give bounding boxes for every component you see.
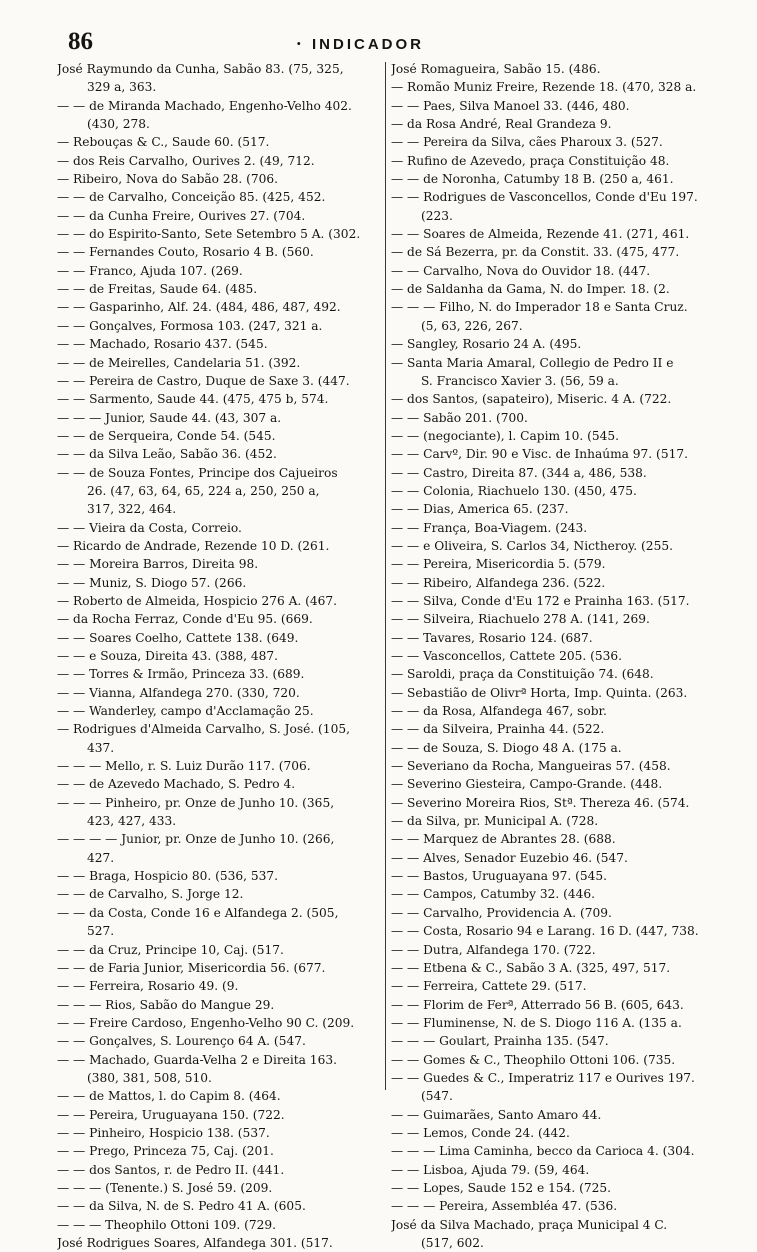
entry-line: — — de Meirelles, Candelaria 51. (392.	[57, 355, 301, 370]
entry-line: — — da Costa, Conde 16 e Alfandega 2. (505,	[57, 905, 339, 920]
entry-line: José Romagueira, Sabão 15. (486.	[391, 62, 601, 76]
entry-line: — dos Santos, (sapateiro), Miseric. 4 A. (722.	[391, 392, 672, 407]
entry-line: José da Silva Machado, praça Municipal 4 C.	[391, 1217, 668, 1232]
entry-line: (380, 381, 508, 510.	[87, 1070, 212, 1085]
entry-line: — da Silva, pr. Municipal A. (728.	[391, 814, 599, 829]
entry-line: — — Vasconcellos, Cattete 205. (536.	[391, 649, 622, 663]
entry-line: (223.	[421, 208, 453, 223]
entry-line: — — Fluminense, N. de S. Diogo 116 A. (135 a.	[391, 1015, 682, 1030]
entry-line: — — Gonçalves, S. Lourenço 64 A. (547.	[57, 1034, 306, 1049]
entry-line: — — — Pereira, Assembléa 47. (536.	[391, 1199, 618, 1214]
entry-line: — — Marquez de Abrantes 28. (688.	[391, 832, 616, 847]
entry-line: — — da Silveira, Prainha 44. (522.	[391, 722, 605, 737]
entry-line: — — Paes, Silva Manoel 33. (446, 480.	[391, 98, 630, 113]
entry-line: — — Pereira, Misericordia 5. (579.	[391, 557, 606, 572]
entry-line: — — Freire Cardoso, Engenho-Velho 90 C. (209.	[57, 1015, 355, 1030]
entry-line: — — Silveira, Riachuelo 278 A. (141, 269.	[391, 612, 650, 627]
entry-line: — — de Azevedo Machado, S. Pedro 4.	[57, 777, 296, 792]
page-header	[0, 28, 757, 62]
entry-line: — de Saldanha da Gama, N. do Imper. 18. (2.	[391, 282, 670, 297]
entry-line: 437.	[87, 740, 115, 755]
entry-line: — — Ribeiro, Alfandega 236. (522.	[391, 575, 606, 590]
entry-line: — — Florim de Ferª, Atterrado 56 B. (605, 643.	[391, 997, 684, 1012]
entry-line: — — da Cruz, Principe 10, Caj. (517.	[57, 942, 284, 957]
entry-line: — — e Oliveira, S. Carlos 34, Nictheroy. (255.	[391, 538, 673, 553]
entry-line: — — de Noronha, Catumby 18 B. (250 a, 461.	[391, 172, 674, 187]
entry-line: — — Lopes, Saude 152 e 154. (725.	[391, 1180, 612, 1195]
entry-line: — Sebastião de Olivrª Horta, Imp. Quinta. (263.	[391, 685, 688, 700]
entry-line: — — Prego, Princeza 75, Caj. (201.	[57, 1144, 274, 1159]
entry-line: — — Lisboa, Ajuda 79. (59, 464.	[391, 1162, 590, 1177]
entry-line: — — — Goulart, Prainha 135. (547.	[391, 1034, 609, 1049]
entry-line: — — Carvalho, Nova do Ouvidor 18. (447.	[391, 263, 651, 278]
entry-line: — — Carvalho, Providencia A. (709.	[391, 905, 612, 920]
entry-line: — — de Faria Junior, Misericordia 56. (677.	[57, 960, 326, 975]
entry-line: — — de Serqueira, Conde 54. (545.	[57, 428, 276, 443]
entry-line: — — Machado, Guarda-Velha 2 e Direita 163.	[57, 1052, 337, 1067]
entry-line: — — Rodrigues de Vasconcellos, Conde d'Eu 197.	[391, 190, 698, 205]
entry-line: — Severino Giesteira, Campo-Grande. (448.	[391, 777, 663, 792]
entry-line: — — Franco, Ajuda 107. (269.	[57, 263, 243, 278]
entry-line: — — Muniz, S. Diogo 57. (266.	[57, 575, 247, 590]
entry-line: — — Pinheiro, Hospicio 138. (537.	[57, 1125, 270, 1140]
entry-line: — — de Freitas, Saude 64. (485.	[57, 282, 258, 297]
entry-line: — — de Souza Fontes, Principe dos Cajueiros	[57, 465, 338, 480]
entry-line: — Rebouças & C., Saude 60. (517.	[57, 135, 270, 150]
header-separator-dot: ·	[296, 34, 302, 53]
left-column	[57, 60, 379, 1252]
entry-line: — — e Souza, Direita 43. (388, 487.	[57, 649, 278, 663]
entry-line: — — Alves, Senador Euzebio 46. (547.	[391, 850, 628, 865]
entry-line: — — Machado, Rosario 437. (545.	[57, 337, 268, 352]
entry-line: — da Rocha Ferraz, Conde d'Eu 95. (669.	[57, 612, 313, 627]
entry-line: — — da Cunha Freire, Ourives 27. (704.	[57, 208, 306, 223]
entry-line: — — Carvº, Dir. 90 e Visc. de Inhaúma 97. (517.	[391, 447, 688, 462]
entry-line: — — — Rios, Sabão do Mangue 29.	[57, 997, 275, 1012]
entry-line: — — Vianna, Alfandega 270. (330, 720.	[57, 685, 300, 700]
entry-line: — — Silva, Conde d'Eu 172 e Prainha 163. (517.	[391, 593, 690, 608]
entry-line: — — Castro, Direita 87. (344 a, 486, 538.	[391, 465, 647, 480]
entry-line: — — Gasparinho, Alf. 24. (484, 486, 487, 492.	[57, 300, 341, 315]
entry-line: — — de Carvalho, S. Jorge 12.	[57, 887, 244, 902]
entry-line: — — da Rosa, Alfandega 467, sobr.	[391, 704, 607, 719]
entry-line: — — — Theophilo Ottoni 109. (729.	[57, 1217, 277, 1232]
entry-line: — — da Silva, N. de S. Pedro 41 A. (605.	[57, 1199, 306, 1214]
entry-line: — — Costa, Rosario 94 e Larang. 16 D. (447, 738.	[391, 924, 699, 939]
entry-line: 317, 322, 464.	[87, 502, 177, 517]
entry-line: (430, 278.	[87, 117, 150, 132]
entry-line: — — Ferreira, Rosario 49. (9.	[57, 979, 239, 994]
entry-line: — — Fernandes Couto, Rosario 4 B. (560.	[57, 245, 314, 260]
entry-line: — — Gonçalves, Formosa 103. (247, 321 a.	[57, 318, 323, 333]
entry-line: — Roberto de Almeida, Hospicio 276 A. (467.	[57, 593, 338, 608]
entry-line: — Romão Muniz Freire, Rezende 18. (470, 328 a.	[391, 80, 697, 95]
entry-line: — — — (Tenente.) S. José 59. (209.	[57, 1180, 273, 1195]
entry-line: — — — Pinheiro, pr. Onze de Junho 10. (365,	[57, 795, 335, 810]
entry-line: — — Ferreira, Cattete 29. (517.	[391, 979, 587, 994]
entry-line: — — Soares Coelho, Cattete 138. (649.	[57, 630, 299, 645]
entry-line: — — Lemos, Conde 24. (442.	[391, 1125, 570, 1140]
entry-line: (547.	[421, 1089, 453, 1104]
entry-line: — — Soares de Almeida, Rezende 41. (271, 461.	[391, 227, 690, 242]
entry-line: — — Tavares, Rosario 124. (687.	[391, 630, 593, 645]
entry-line: — de Sá Bezerra, pr. da Constit. 33. (475, 477.	[391, 245, 680, 260]
entry-line: — Severiano da Rocha, Mangueiras 57. (458.	[391, 759, 671, 774]
entry-line: 26. (47, 63, 64, 65, 224 a, 250, 250 a,	[87, 483, 320, 498]
entry-line: José Raymundo da Cunha, Sabão 83. (75, 325,	[57, 62, 344, 76]
entry-line: — — da Silva Leão, Sabão 36. (452.	[57, 447, 277, 462]
entry-line: — Santa Maria Amaral, Collegio de Pedro II e	[391, 355, 674, 370]
entry-line: 527.	[87, 924, 115, 939]
entry-line: — — de Souza, S. Diogo 48 A. (175 a.	[391, 740, 622, 755]
entry-line: (517, 602.	[421, 1236, 484, 1250]
entry-line: — — Sabão 201. (700.	[391, 410, 528, 425]
entry-line: — — Dias, America 65. (237.	[391, 502, 569, 517]
entry-line: — — Sarmento, Saude 44. (475, 475 b, 574.	[57, 392, 329, 407]
entry-line: — — Dutra, Alfandega 170. (722.	[391, 942, 596, 957]
entry-line: — — Torres & Irmão, Princeza 33. (689.	[57, 667, 305, 682]
entry-line: — — Colonia, Riachuelo 130. (450, 475.	[391, 483, 637, 498]
entry-line: — — Pereira da Silva, cães Pharoux 3. (527.	[391, 135, 663, 150]
entry-line: — — — — Junior, pr. Onze de Junho 10. (266,	[57, 832, 335, 847]
entry-line: — — Pereira, Uruguayana 150. (722.	[57, 1107, 285, 1122]
entry-line: — — Bastos, Uruguayana 97. (545.	[391, 869, 607, 884]
entry-line: — da Rosa André, Real Grandeza 9.	[391, 117, 612, 132]
entry-line: — Ribeiro, Nova do Sabão 28. (706.	[57, 172, 279, 187]
entry-line: José Rodrigues Soares, Alfandega 301. (517.	[57, 1236, 333, 1250]
entry-line: 427.	[87, 850, 115, 865]
entry-line: — Sangley, Rosario 24 A. (495.	[391, 337, 582, 352]
page-number: 86	[68, 28, 93, 55]
entry-line: — Rufino de Azevedo, praça Constituição 48.	[391, 153, 670, 168]
entry-line: S. Francisco Xavier 3. (56, 59 a.	[421, 373, 619, 388]
right-column	[391, 60, 743, 1252]
entry-line: 423, 427, 433.	[87, 814, 177, 829]
entry-line: — — — Junior, Saude 44. (43, 307 a.	[57, 410, 282, 425]
entry-line: — Saroldi, praça da Constituição 74. (648.	[391, 667, 654, 682]
entry-line: — — Wanderley, campo d'Acclamação 25.	[57, 704, 314, 719]
entry-line: — — Campos, Catumby 32. (446.	[391, 887, 596, 902]
entry-line: — dos Reis Carvalho, Ourives 2. (49, 712.	[57, 153, 315, 168]
entry-line: — — de Carvalho, Conceição 85. (425, 452.	[57, 190, 326, 205]
entry-line: — — dos Santos, r. de Pedro II. (441.	[57, 1162, 285, 1177]
entry-line: — — Vieira da Costa, Correio.	[57, 520, 242, 535]
entry-line: — Ricardo de Andrade, Rezende 10 D. (261.	[57, 538, 330, 553]
entry-line: — — Pereira de Castro, Duque de Saxe 3. (447.	[57, 373, 350, 388]
entry-line: — — — Lima Caminha, becco da Carioca 4. (304.	[391, 1144, 695, 1159]
entry-line: — — do Espirito-Santo, Sete Setembro 5 A. (302.	[57, 227, 361, 242]
entry-line: — — — Filho, N. do Imperador 18 e Santa Cruz.	[391, 300, 688, 315]
column-divider	[385, 62, 386, 1090]
entry-line: — Severino Moreira Rios, Stª. Thereza 46. (574.	[391, 795, 690, 810]
entry-line: — — Moreira Barros, Direita 98.	[57, 557, 259, 572]
entry-line: — — (negociante), l. Capim 10. (545.	[391, 428, 620, 443]
entry-line: — — de Mattos, l. do Capim 8. (464.	[57, 1089, 281, 1104]
entry-line: (5, 63, 226, 267.	[421, 318, 523, 333]
entry-line: — Rodrigues d'Almeida Carvalho, S. José. (105,	[57, 722, 350, 737]
entry-line: — — Guedes & C., Imperatriz 117 e Ourives 197.	[391, 1070, 695, 1085]
entry-line: — — de Miranda Machado, Engenho-Velho 402.	[57, 98, 352, 113]
entry-line: — — Etbena & C., Sabão 3 A. (325, 497, 517.	[391, 960, 671, 975]
entry-line: — — — Mello, r. S. Luiz Durão 117. (706.	[57, 759, 311, 774]
running-title: INDICADOR	[312, 36, 424, 53]
entry-line: 329 a, 363.	[87, 80, 157, 95]
entry-line: — — Guimarães, Santo Amaro 44.	[391, 1107, 602, 1122]
entry-line: — — França, Boa-Viagem. (243.	[391, 520, 588, 535]
entry-line: — — Braga, Hospicio 80. (536, 537.	[57, 869, 278, 884]
entry-line: — — Gomes & C., Theophilo Ottoni 106. (735.	[391, 1052, 676, 1067]
